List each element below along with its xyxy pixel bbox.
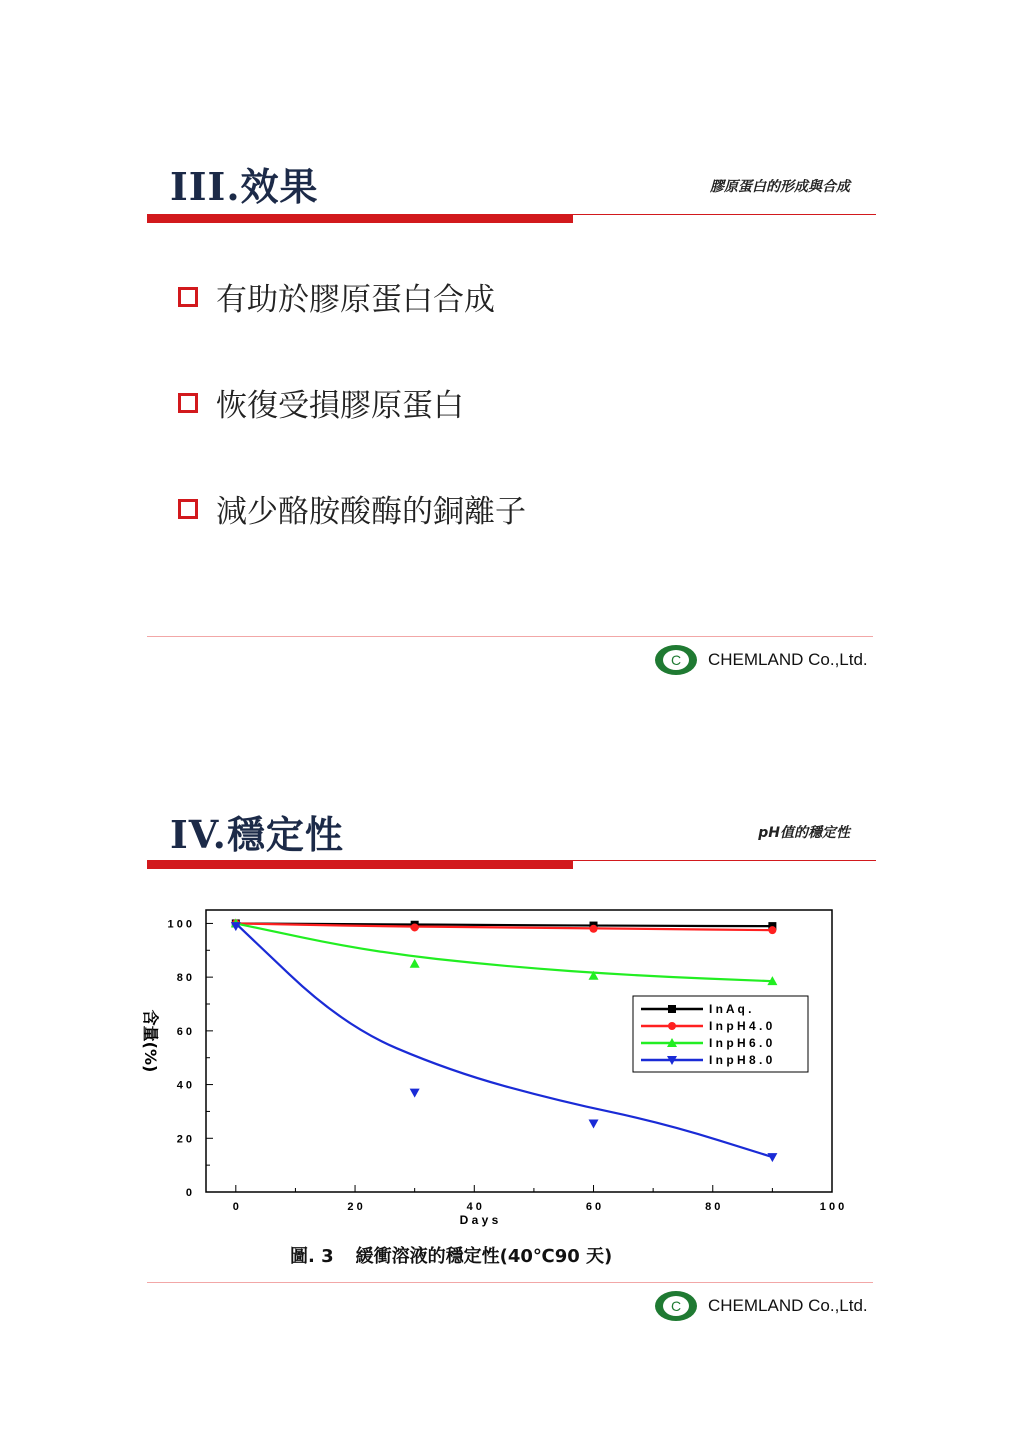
bullet-text: 有助於膠原蛋白合成 (216, 282, 495, 318)
logo-letter: C (670, 1298, 682, 1314)
legend-label: I n p H 4 . 0 (709, 1019, 773, 1033)
x-tick-label: 6 0 (585, 1201, 602, 1213)
x-tick-label: 1 0 0 (819, 1201, 845, 1213)
chemland-logo-icon (654, 644, 698, 676)
x-tick-label: 2 0 (347, 1201, 363, 1213)
data-point (767, 1153, 777, 1162)
data-point (411, 923, 419, 931)
legend-label: I n A q . (709, 1002, 752, 1016)
slide-title: III.效果 (170, 164, 319, 209)
title-underline-line (573, 214, 876, 215)
series-line (236, 923, 773, 981)
logo-letter: C (670, 652, 682, 668)
x-tick-label: 8 0 (705, 1201, 721, 1213)
company-name: CHEMLAND Co.,Ltd. (708, 650, 868, 669)
y-tick-label: 2 0 (176, 1133, 192, 1146)
y-tick-label: 0 (185, 1187, 192, 1199)
data-point (590, 925, 598, 933)
y-tick-label: 4 0 (176, 1079, 192, 1092)
y-tick-label: 6 0 (176, 1025, 192, 1038)
figure-caption-text: 緩衝溶液的穩定性(40℃90 天) (355, 1246, 613, 1267)
data-point (589, 1120, 599, 1129)
bullet-text: 恢復受損膠原蛋白 (216, 388, 464, 424)
legend-label: I n p H 8 . 0 (709, 1053, 773, 1067)
title-underline-bar (147, 214, 573, 223)
x-axis-label: D a y s (459, 1213, 499, 1227)
checkbox-bullet-icon (178, 499, 198, 519)
checkbox-bullet-icon (178, 393, 198, 413)
data-point (410, 959, 420, 968)
title-underline-line (573, 860, 876, 861)
bullet-item (178, 274, 495, 319)
stability-line-chart (125, 900, 865, 1230)
company-name: CHEMLAND Co.,Ltd. (708, 1296, 868, 1315)
figure-caption (290, 1242, 612, 1268)
footer-divider (147, 636, 873, 637)
y-tick-label: 8 0 (176, 972, 192, 985)
chemland-logo-icon (654, 1290, 698, 1322)
y-tick-label: 1 0 0 (167, 918, 192, 931)
bullet-text: 減少酪胺酸酶的銅離子 (216, 494, 526, 530)
company-brand (654, 1290, 868, 1322)
bullet-item (178, 486, 526, 531)
slide-subtitle: pH值的穩定性 (758, 825, 850, 841)
y-axis-label: 含量(%) (141, 1009, 160, 1073)
title-underline-bar (147, 860, 573, 869)
slide-stability (0, 720, 1018, 1440)
footer-divider (147, 1282, 873, 1283)
legend-marker (668, 1005, 676, 1013)
checkbox-bullet-icon (178, 287, 198, 307)
company-brand (654, 644, 868, 676)
figure-number: 圖. 3 (290, 1246, 334, 1267)
x-tick-label: 0 (232, 1201, 239, 1213)
data-point (410, 1089, 420, 1098)
legend-label: I n p H 6 . 0 (709, 1036, 773, 1050)
data-point (768, 926, 776, 934)
x-tick-label: 4 0 (466, 1201, 482, 1213)
legend-marker (668, 1022, 676, 1030)
slide-subtitle: 膠原蛋白的形成與合成 (710, 179, 850, 195)
slide-title: IV.穩定性 (170, 812, 344, 857)
bullet-item (178, 380, 464, 425)
